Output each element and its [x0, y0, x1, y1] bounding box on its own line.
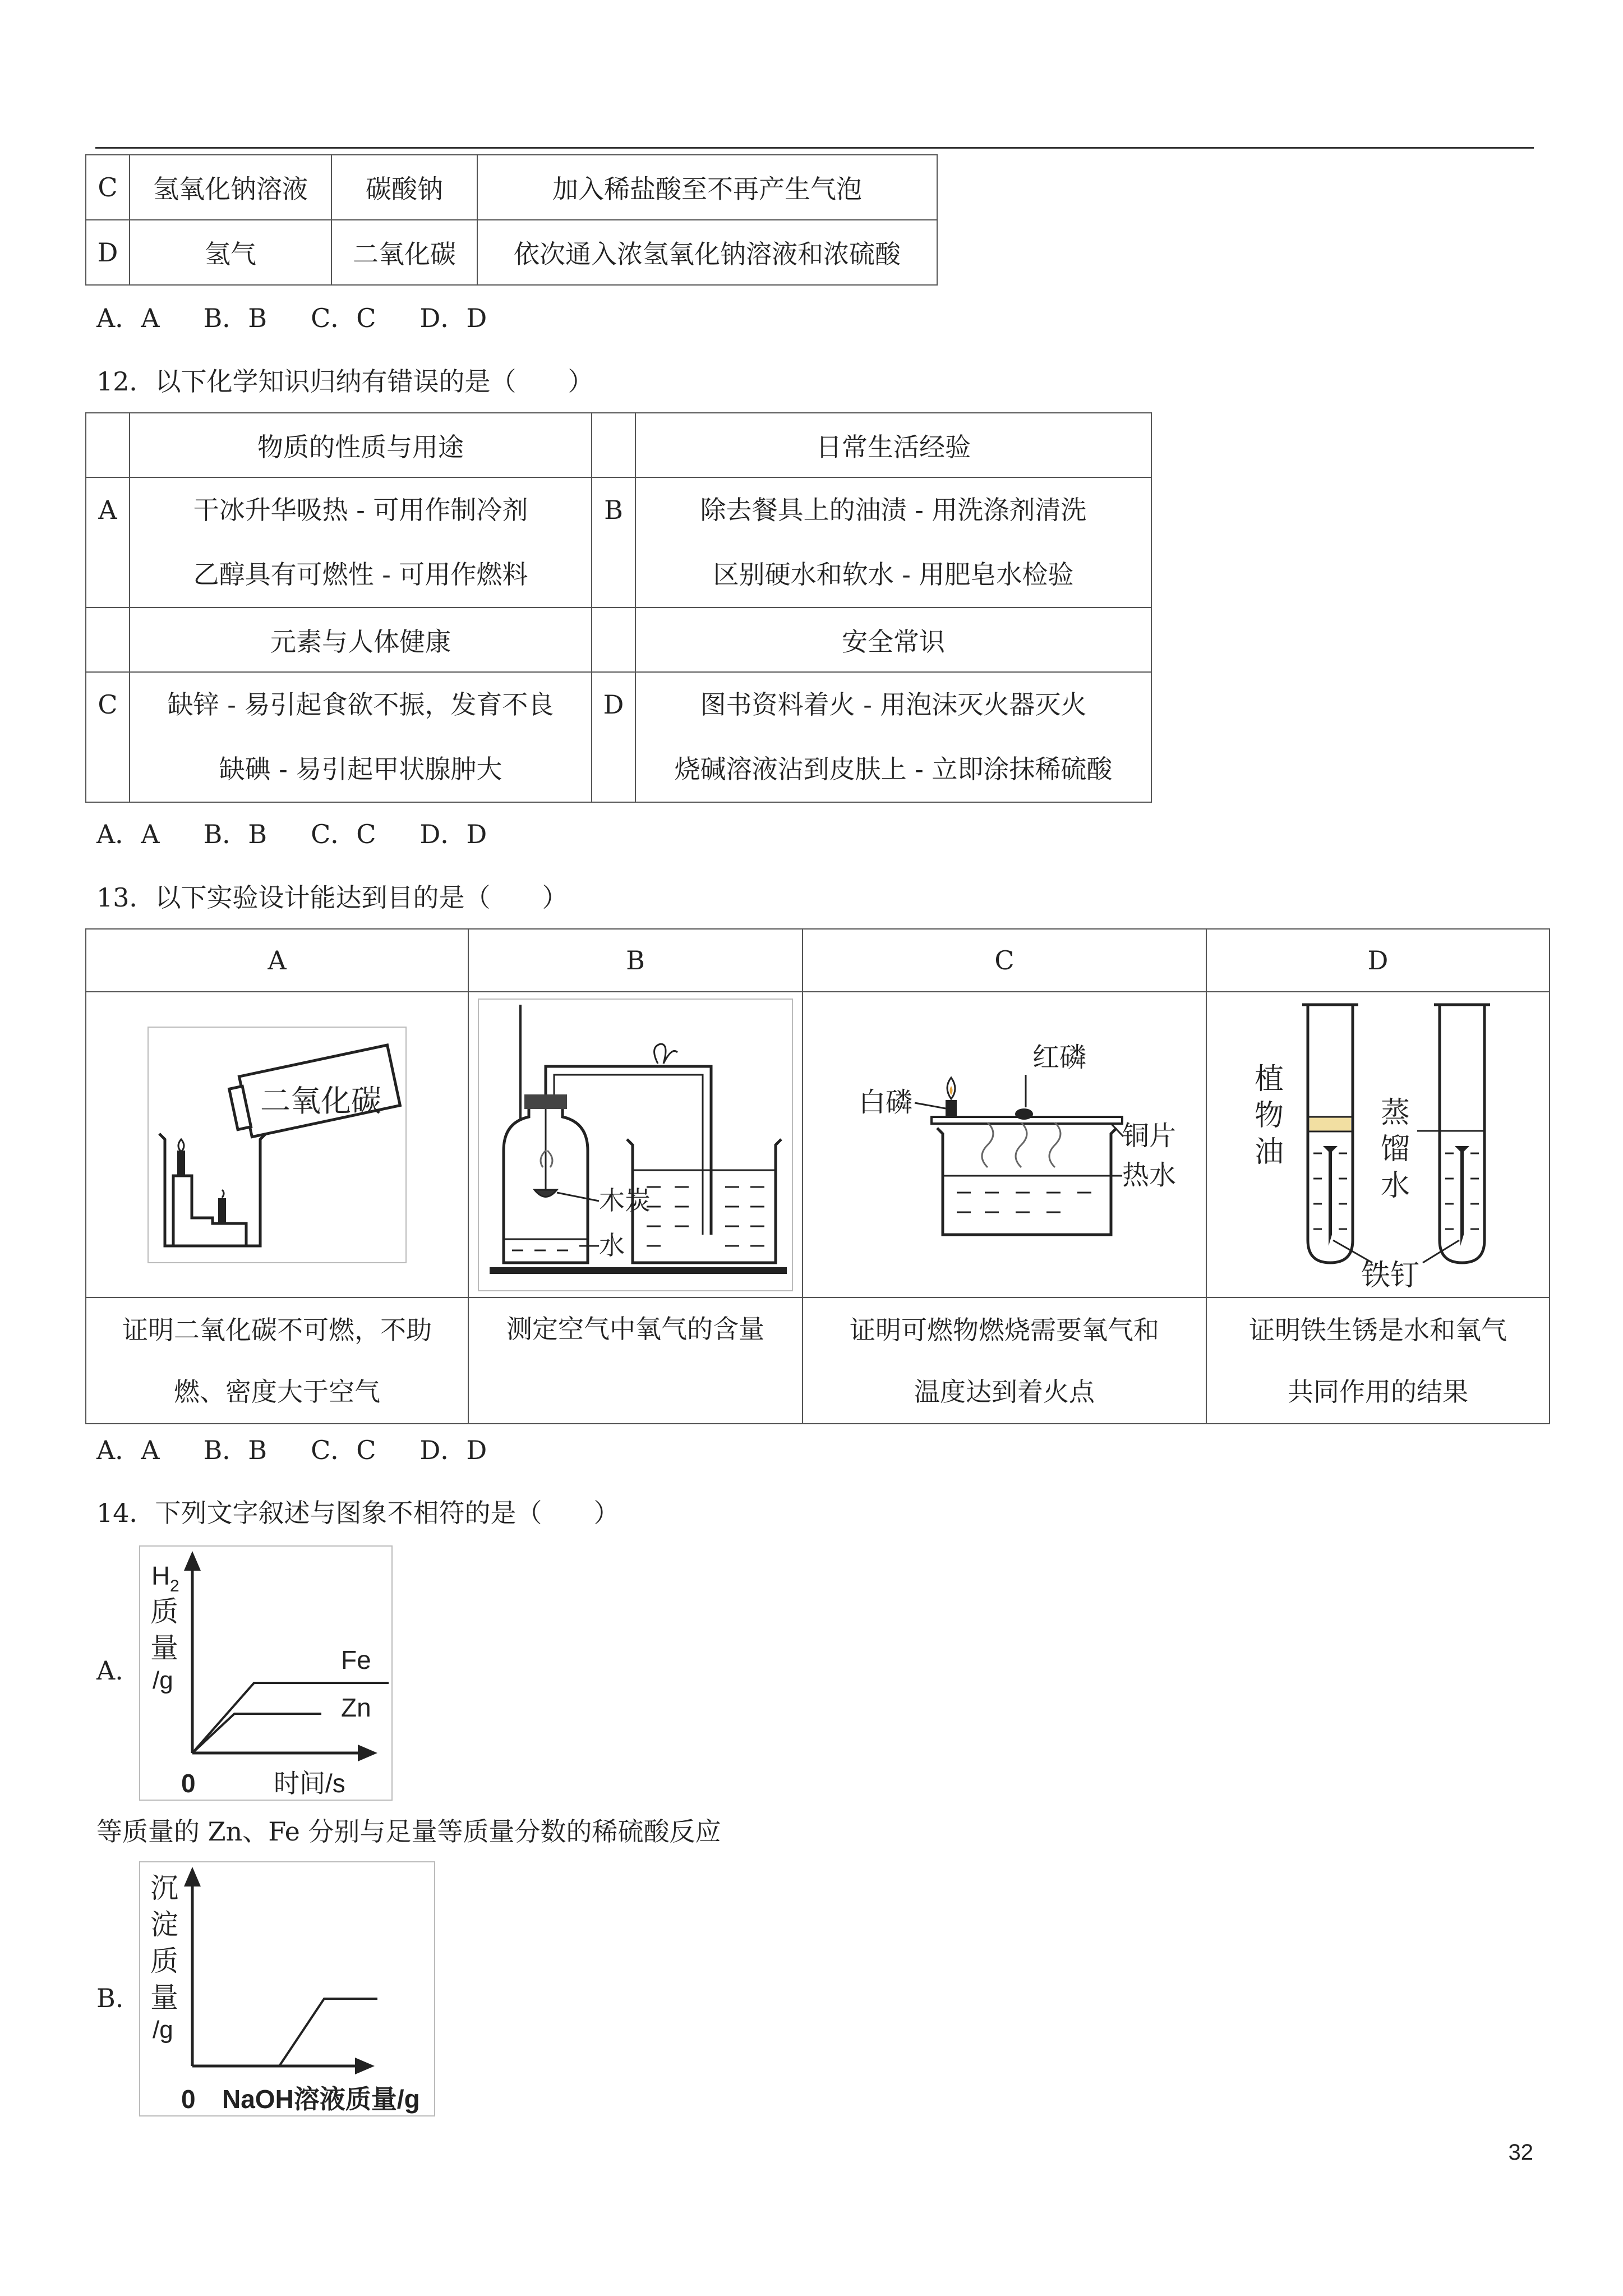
q13-desc-a-line1: 证明二氧化碳不可燃，不助 [122, 1314, 432, 1345]
graph-a-ylabel-h: H [151, 1561, 170, 1590]
q11-option-a: A．A [96, 303, 160, 333]
q11-option-c: C．C [311, 303, 376, 333]
q11-row-c [86, 155, 937, 220]
oil-label-2: 油 [1255, 1135, 1284, 1168]
graph-b-ylabel-2: 淀 [150, 1909, 178, 1940]
q12-head-left: 物质的性质与用途 [130, 413, 592, 477]
iron-nail-label: 铁钉 [1361, 1259, 1420, 1292]
q13-option-a: A．A [96, 1435, 160, 1465]
q13-desc-d-line1: 证明铁生锈是水和氧气 [1249, 1314, 1507, 1345]
graph-a-ylabel-sub: 2 [170, 1577, 179, 1595]
graph-b-y-arrow [184, 1867, 201, 1887]
q13-description-row [86, 1297, 1550, 1424]
q12-a-label: A [86, 477, 130, 608]
q12-head-right2: 安全常识 [635, 608, 1151, 672]
red-phosphorus-label: 红磷 [1032, 1042, 1087, 1073]
q12-c-label: C [86, 672, 130, 802]
q14-graph-a [139, 1545, 393, 1801]
graph-b-ylabel-1: 沉 [150, 1872, 178, 1904]
q12-head-right: 日常生活经验 [635, 413, 1151, 477]
q11-row-c-col3: 加入稀盐酸至不再产生气泡 [477, 155, 937, 220]
q13-header-a: A [86, 929, 468, 992]
q13-header-d: D [1206, 929, 1550, 992]
combustion-apparatus [847, 1033, 1177, 1257]
q13-desc-b: 测定空气中氧气的含量 [506, 1314, 764, 1344]
q12-options [96, 817, 531, 851]
graph-a-y-arrow [184, 1551, 201, 1571]
rust-test-tubes [1255, 999, 1501, 1291]
graph-a-series-zn [192, 1714, 321, 1753]
distilled-label-1: 蒸 [1381, 1096, 1410, 1129]
q11-row-c-col1: 氢氧化钠溶液 [130, 155, 331, 220]
q12-row-cd [86, 672, 1151, 802]
q14-b-label: B. [96, 1983, 124, 2013]
q11-row-d-col3: 依次通入浓氢氧化钠溶液和浓硫酸 [477, 220, 937, 285]
q12-option-a: A．A [96, 819, 160, 849]
q12-c-line1: 缺锌 - 易引起食欲不振，发育不良 [167, 689, 554, 720]
graph-b-series [279, 1999, 377, 2066]
q11-option-d: D．D [419, 303, 487, 333]
q13-option-b: B．B [203, 1435, 268, 1465]
q13-image-a [86, 992, 468, 1297]
q13-desc-a-line2: 燃、密度大于空气 [174, 1376, 380, 1407]
q13-image-d [1206, 992, 1550, 1297]
q13-option-d: D．D [419, 1435, 487, 1465]
q12-b-line1: 除去餐具上的油渍 - 用洗涤剂清洗 [700, 495, 1087, 525]
graph-b-x-arrow [355, 2058, 375, 2074]
charcoal-label: 木炭 [599, 1185, 651, 1215]
q13-header-b: B [468, 929, 803, 992]
page-number: 32 [1508, 2140, 1533, 2165]
q13-header-c: C [803, 929, 1206, 992]
q12-header-row-1 [86, 413, 1151, 477]
graph-b-ylabel-4: 量 [150, 1982, 178, 2013]
graph-a-label-fe: Fe [341, 1645, 371, 1674]
co2-candle-apparatus [148, 1027, 406, 1263]
q13-table [85, 928, 1550, 1424]
q12-table [85, 412, 1152, 803]
q12-option-b: B．B [203, 819, 268, 849]
co2-bottle-label: 二氧化碳 [260, 1084, 381, 1118]
q13-image-b [468, 992, 803, 1297]
q11-options [96, 301, 531, 335]
q13-option-c: C．C [311, 1435, 376, 1465]
q11-table [85, 154, 938, 286]
q14-a-label: A. [96, 1655, 123, 1686]
graph-a-origin: 0 [181, 1769, 196, 1798]
q13-options [96, 1433, 531, 1467]
q11-row-d-col1: 氢气 [130, 220, 331, 285]
q13-desc-c-line1: 证明可燃物燃烧需要氧气和 [850, 1314, 1159, 1345]
header-rule [95, 147, 1534, 149]
q11-row-c-col2: 碳酸钠 [331, 155, 477, 220]
graph-b-origin: 0 [181, 2085, 196, 2114]
q12-option-c: C．C [311, 819, 376, 849]
q12-option-d: D．D [419, 819, 487, 849]
graph-a-x-arrow [358, 1745, 377, 1761]
q12-b-line2: 区别硬水和软水 - 用肥皂水检验 [713, 559, 1074, 590]
q13-image-row [86, 992, 1550, 1297]
q12-stem: 12．以下化学知识归纳有错误的是（ ） [96, 366, 594, 397]
q11-row-d [86, 220, 937, 285]
q11-row-d-col2: 二氧化碳 [331, 220, 477, 285]
oxygen-content-apparatus [478, 999, 792, 1291]
graph-a-ylabel-3: 量 [150, 1632, 178, 1664]
q12-row-ab [86, 477, 1151, 608]
copper-plate-label: 铜片 [1122, 1121, 1177, 1151]
oil-label-1: 物 [1255, 1099, 1284, 1132]
graph-a-label-zn: Zn [341, 1693, 371, 1722]
q13-header-row [86, 929, 1550, 992]
graph-a-xlabel: 时间/s [274, 1769, 345, 1798]
distilled-label-2: 馏 [1381, 1133, 1410, 1166]
q13-image-c [803, 992, 1206, 1297]
q14-stem: 14．下列文字叙述与图象不相符的是（ ） [96, 1498, 620, 1528]
q12-d-line2: 烧碱溶液沾到皮肤上 - 立即涂抹稀硫酸 [674, 754, 1113, 784]
plant-label: 植 [1255, 1062, 1284, 1096]
graph-b-frame [140, 1862, 435, 2116]
graph-b-xlabel: NaOH溶液质量/g [222, 2085, 420, 2114]
q11-row-c-label: C [86, 155, 130, 220]
q12-header-row-2 [86, 608, 1151, 672]
q13-desc-c-line2: 温度达到着火点 [914, 1376, 1095, 1407]
q12-a-line2: 乙醇具有可燃性 - 可用作燃料 [193, 559, 528, 590]
hot-water-label: 热水 [1122, 1160, 1177, 1190]
water-label-b: 水 [599, 1230, 625, 1260]
q11-option-b: B．B [203, 303, 268, 333]
graph-b-ylabel-5: /g [153, 2016, 173, 2044]
white-phosphorus-label: 白磷 [859, 1087, 913, 1117]
q13-desc-d-line2: 共同作用的结果 [1288, 1376, 1468, 1407]
graph-a-ylabel-4: /g [153, 1667, 173, 1694]
q14-graph-b [139, 1861, 435, 2116]
q12-c-line2: 缺碘 - 易引起甲状腺肿大 [219, 754, 502, 784]
q12-d-line1: 图书资料着火 - 用泡沫灭火器灭火 [700, 689, 1087, 720]
q12-b-label: B [592, 477, 635, 608]
q13-stem: 13．以下实验设计能达到目的是（ ） [96, 882, 568, 913]
q12-d-label: D [592, 672, 635, 802]
q12-a-line1: 干冰升华吸热 - 可用作制冷剂 [193, 495, 528, 525]
q14-a-caption: 等质量的 Zn、Fe 分别与足量等质量分数的稀硫酸反应 [96, 1816, 721, 1847]
graph-a-ylabel-2: 质 [150, 1596, 178, 1627]
q11-row-d-label: D [86, 220, 130, 285]
q12-head-left2: 元素与人体健康 [130, 608, 592, 672]
water-label-d: 水 [1381, 1169, 1410, 1202]
graph-b-ylabel-3: 质 [150, 1945, 178, 1977]
